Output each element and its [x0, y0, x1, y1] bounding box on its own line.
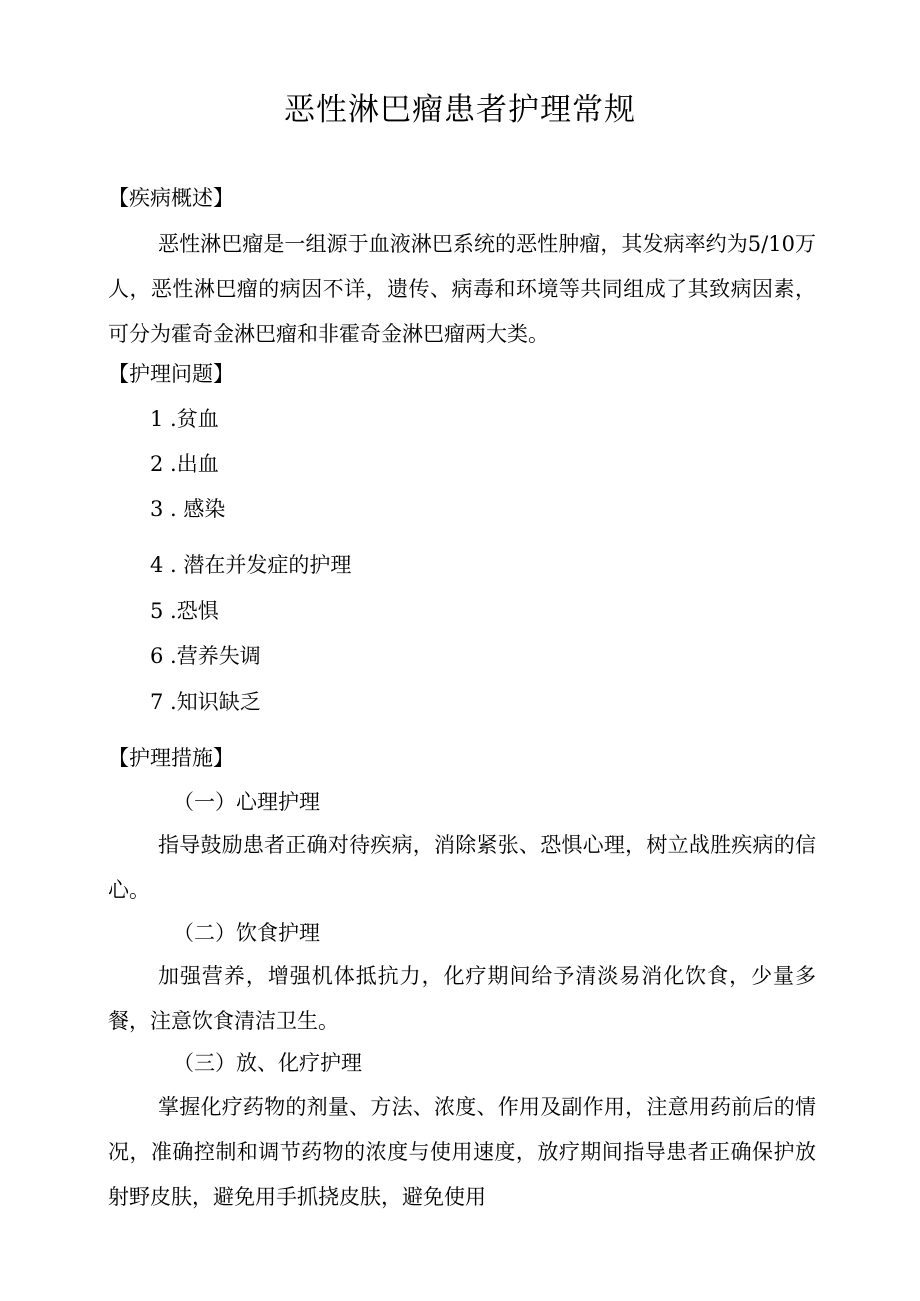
problem-item: 6 .营养失调: [150, 644, 261, 668]
section-heading-problems: 【护理问题】: [108, 362, 234, 386]
problem-item: 1 .贫血: [150, 407, 219, 431]
document-title: 恶性淋巴瘤患者护理常规: [284, 92, 636, 128]
psychological-care-paragraph: 指导鼓励患者正确对待疾病，消除紧张、恐惧心理，树立战胜疾病的信心。: [108, 833, 816, 902]
diet-care-paragraph: 加强营养，增强机体抵抗力，化疗期间给予清淡易消化饮食，少量多餐，注意饮食清洁卫生。: [108, 964, 816, 1033]
problem-item: 7 .知识缺乏: [150, 690, 261, 714]
problem-item: 5 .恐惧: [150, 599, 219, 623]
subheading-psychological-care: （一）心理护理: [173, 790, 320, 814]
subheading-diet-care: （二）饮食护理: [173, 921, 320, 945]
overview-paragraph: 恶性淋巴瘤是一组源于血液淋巴系统的恶性肿瘤，其发病率约为5/10万人，恶性淋巴瘤的病因不详，遗传、病毒和环境等共同组成了其致病因素，可分为霍奇金淋巴瘤和非霍奇金淋巴瘤两大类。: [108, 232, 816, 346]
section-heading-overview: 【疾病概述】: [108, 186, 234, 210]
radio-chemo-care-paragraph: 掌握化疗药物的剂量、方法、浓度、作用及副作用，注意用药前后的情况，准确控制和调节药物的浓度与使用速度，放疗期间指导患者正确保护放射野皮肤，避免用手抓挠皮肤，避免使用: [108, 1095, 816, 1209]
problem-item: 4 . 潜在并发症的护理: [150, 553, 352, 577]
section-heading-measures: 【护理措施】: [108, 746, 234, 770]
subheading-radio-chemo-care: （三）放、化疗护理: [173, 1051, 362, 1075]
problem-item: 3 . 感染: [150, 497, 226, 521]
problem-item: 2 .出血: [150, 452, 219, 476]
